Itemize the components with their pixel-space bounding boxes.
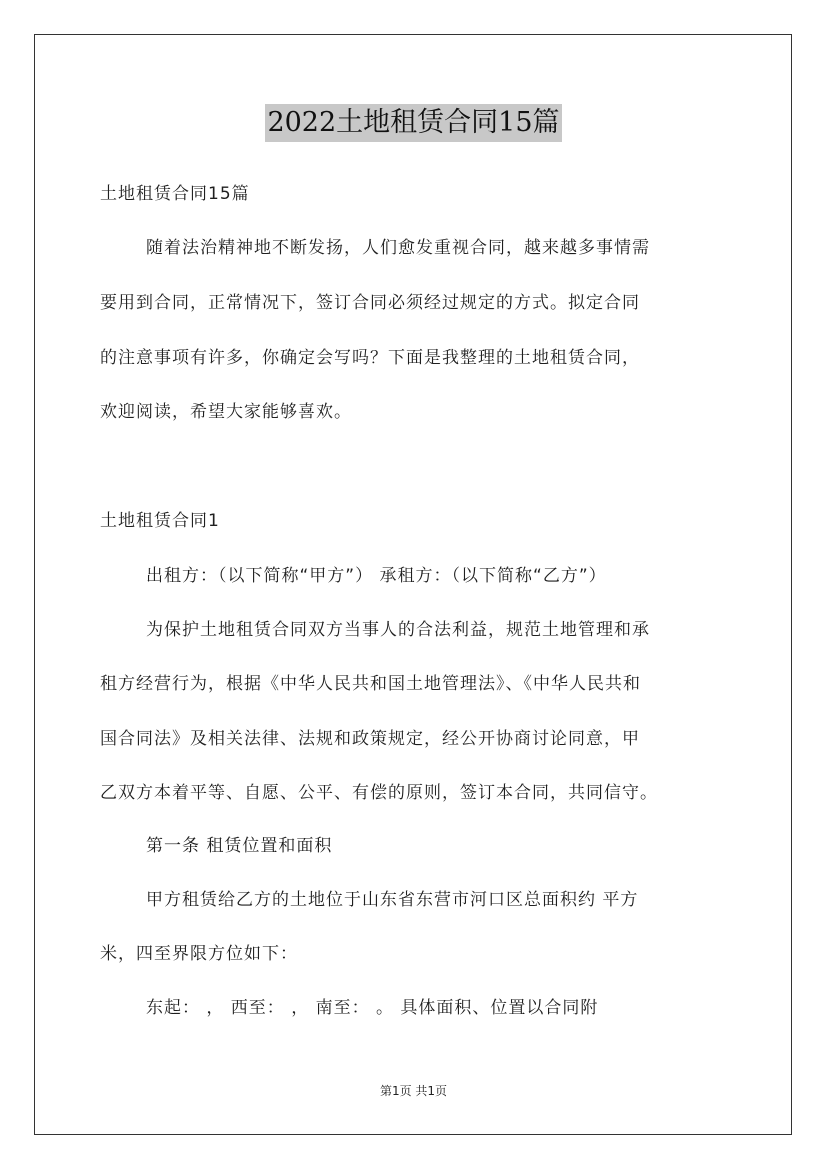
- document-title: 2022土地租赁合同15篇: [265, 104, 561, 142]
- paragraph-line: 乙双方本着平等、自愿、公平、有偿的原则，签订本合同，共同信守。: [100, 783, 658, 803]
- paragraph-line: 随着法治精神地不断发扬，人们愈发重视合同，越来越多事情需: [146, 238, 650, 258]
- page-footer: 第1页 共1页: [379, 1084, 448, 1098]
- paragraph-line: 要用到合同，正常情况下，签订合同必须经过规定的方式。拟定合同: [100, 293, 640, 313]
- paragraph-line: 东起： ， 西至： ， 南至： 。 具体面积、位置以合同附: [146, 998, 599, 1018]
- paragraph-line: 欢迎阅读，希望大家能够喜欢。: [100, 402, 352, 422]
- title-container: [0, 104, 827, 142]
- paragraph-line: 为保护土地租赁合同双方当事人的合法利益，规范土地管理和承: [146, 620, 650, 640]
- subtitle-line: 土地租赁合同15篇: [100, 184, 250, 204]
- paragraph-line: 甲方租赁给乙方的土地位于山东省东营市河口区总面积约 平方: [146, 890, 639, 910]
- paragraph-line: 米，四至界限方位如下：: [100, 944, 298, 964]
- section-heading: 土地租赁合同1: [100, 511, 220, 531]
- paragraph-line: 租方经营行为，根据《中华人民共和国土地管理法》、《中华人民共和: [100, 674, 641, 694]
- article-heading: 第一条 租赁位置和面积: [146, 836, 333, 856]
- paragraph-line: 国合同法》及相关法律、法规和政策规定，经公开协商讨论同意，甲: [100, 729, 640, 749]
- parties-line: 出租方：（以下简称“甲方”） 承租方：（以下简称“乙方”）: [146, 566, 607, 586]
- paragraph-line: 的注意事项有许多，你确定会写吗？下面是我整理的土地租赁合同，: [100, 348, 640, 368]
